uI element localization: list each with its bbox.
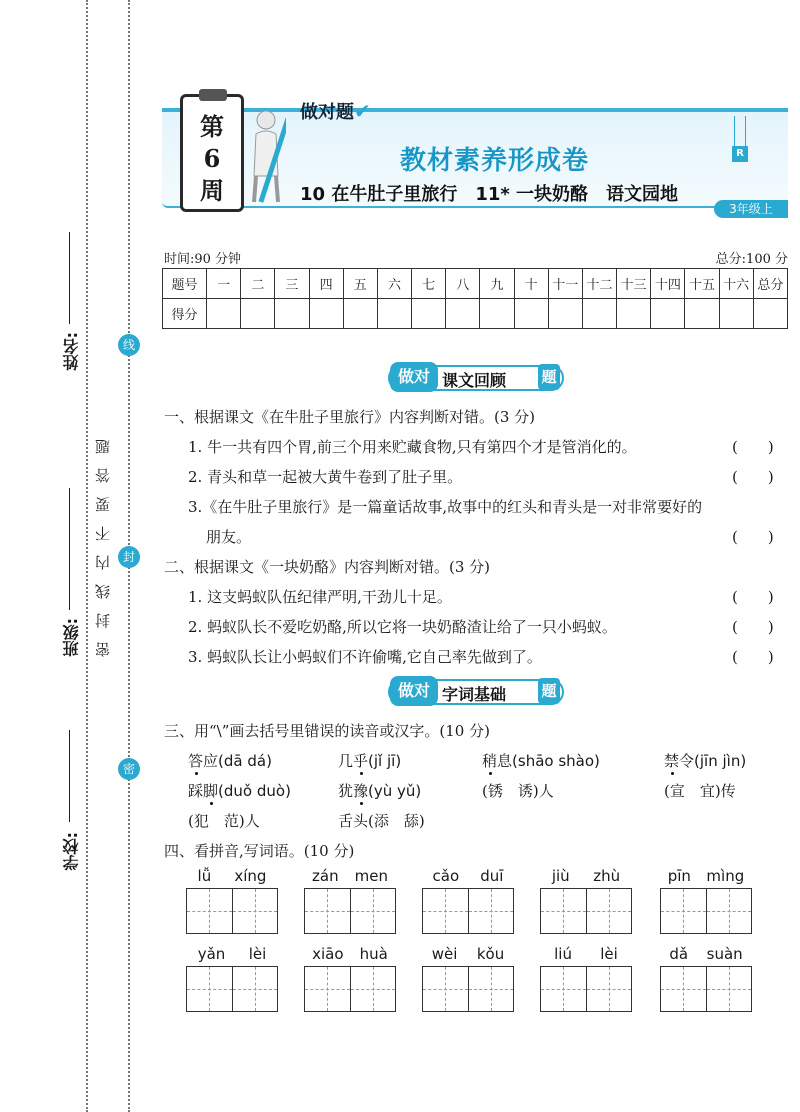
choice-item[interactable]: 答应(dā dá) bbox=[188, 752, 272, 770]
q1-item-3: 3.《在牛肚子里旅行》是一篇童话故事,故事中的红头和青头是一对非常要好的 bbox=[188, 498, 703, 516]
choice-item[interactable]: (宣 宜)传 bbox=[664, 782, 736, 800]
week-number: 6 bbox=[203, 144, 221, 173]
table-cell: 十五 bbox=[685, 269, 719, 299]
choice-item[interactable]: 犹豫(yù yǔ) bbox=[338, 782, 422, 800]
question-3-heading: 三、用“\”画去括号里错误的读音或汉字。(10 分) bbox=[164, 722, 490, 740]
question-1-heading: 一、根据课文《在牛肚子里旅行》内容判断对错。(3 分) bbox=[164, 408, 536, 426]
mascot-figure-icon bbox=[246, 106, 286, 206]
word-grid[interactable]: dǎ suàn bbox=[660, 944, 752, 1012]
score-cell[interactable] bbox=[480, 299, 514, 329]
score-cell[interactable] bbox=[309, 299, 343, 329]
score-cell[interactable] bbox=[343, 299, 377, 329]
score-cell[interactable] bbox=[582, 299, 616, 329]
table-cell: 九 bbox=[480, 269, 514, 299]
seal-warning: 密封线内不要答题 bbox=[94, 425, 112, 657]
table-cell: 十三 bbox=[617, 269, 651, 299]
answer-bracket[interactable]: ( ) bbox=[732, 528, 774, 546]
word-grid[interactable]: zán men bbox=[304, 866, 396, 934]
seal-dot-xian: 线 bbox=[118, 334, 140, 356]
week-clipboard bbox=[180, 94, 244, 212]
row-header: 得分 bbox=[163, 299, 207, 329]
edition-badge: R bbox=[732, 146, 748, 162]
table-cell: 十六 bbox=[719, 269, 753, 299]
week-char-1: 第 bbox=[200, 112, 224, 141]
exam-total: 总分:100 分 bbox=[715, 252, 788, 267]
answer-bracket[interactable]: ( ) bbox=[732, 438, 774, 456]
seal-dot-mi: 密 bbox=[118, 758, 140, 780]
choice-item[interactable]: (锈 诱)人 bbox=[482, 782, 554, 800]
section-ti-badge: 题 bbox=[538, 364, 560, 390]
score-cell[interactable] bbox=[719, 299, 753, 329]
section-banner-review bbox=[388, 362, 564, 392]
choice-item[interactable]: (犯 范)人 bbox=[188, 812, 260, 830]
check-mark-icon: ✔ bbox=[354, 99, 371, 123]
q1-item-2: 2. 青头和草一起被大黄牛卷到了肚子里。 bbox=[188, 468, 463, 486]
binding-margin bbox=[0, 0, 150, 1112]
q1-item-3-cont: 朋友。 bbox=[206, 528, 252, 546]
table-cell: 十 bbox=[514, 269, 548, 299]
section-title: 课文回顾 bbox=[442, 371, 507, 390]
cut-line-left bbox=[86, 0, 88, 1112]
choice-item[interactable]: 稍息(shāo shào) bbox=[482, 752, 600, 770]
score-cell[interactable] bbox=[651, 299, 685, 329]
header-banner bbox=[162, 94, 788, 218]
table-cell: 十二 bbox=[582, 269, 616, 299]
word-grid[interactable]: cǎo duī bbox=[422, 866, 514, 934]
table-cell: 五 bbox=[343, 269, 377, 299]
section-title: 字词基础 bbox=[442, 685, 507, 704]
page-title: 教材素养形成卷 bbox=[400, 146, 590, 176]
answer-bracket[interactable]: ( ) bbox=[732, 618, 774, 636]
table-cell: 六 bbox=[377, 269, 411, 299]
word-grid[interactable]: wèi kǒu bbox=[422, 944, 514, 1012]
table-cell: 总分 bbox=[753, 269, 787, 299]
score-cell[interactable] bbox=[685, 299, 719, 329]
lesson-subtitle: 10 在牛肚子里旅行 11* 一块奶酪 语文园地 bbox=[300, 184, 679, 205]
section-zuo-badge: 做对 bbox=[390, 676, 438, 706]
class-label: 班级: bbox=[62, 618, 81, 657]
choice-item[interactable]: 禁令(jīn jìn) bbox=[664, 752, 747, 770]
table-cell: 十一 bbox=[548, 269, 582, 299]
class-field[interactable] bbox=[56, 488, 84, 668]
word-grid[interactable]: lǚ xíng bbox=[186, 866, 278, 934]
score-cell[interactable] bbox=[412, 299, 446, 329]
table-cell: 二 bbox=[241, 269, 275, 299]
score-cell[interactable] bbox=[377, 299, 411, 329]
brand-logo: 做对题✔ bbox=[300, 99, 371, 123]
word-grid[interactable]: yǎn lèi bbox=[186, 944, 278, 1012]
answer-bracket[interactable]: ( ) bbox=[732, 588, 774, 606]
word-grid[interactable]: pīn mìng bbox=[660, 866, 752, 934]
q2-item-3: 3. 蚂蚁队长让小蚂蚁们不许偷嘴,它自己率先做到了。 bbox=[188, 648, 542, 666]
answer-bracket[interactable]: ( ) bbox=[732, 648, 774, 666]
q2-item-1: 1. 这支蚂蚁队伍纪律严明,干劲儿十足。 bbox=[188, 588, 452, 606]
score-cell[interactable] bbox=[446, 299, 480, 329]
grade-tag: 3年级上 bbox=[714, 200, 788, 218]
table-row bbox=[163, 299, 788, 329]
table-row bbox=[163, 269, 788, 299]
school-label: 学校: bbox=[62, 832, 81, 871]
answer-bracket[interactable]: ( ) bbox=[732, 468, 774, 486]
row-header: 题号 bbox=[163, 269, 207, 299]
score-cell[interactable] bbox=[207, 299, 241, 329]
score-cell[interactable] bbox=[514, 299, 548, 329]
score-cell[interactable] bbox=[275, 299, 309, 329]
clipboard-clip-icon bbox=[199, 89, 227, 101]
score-cell[interactable] bbox=[753, 299, 787, 329]
badge-string bbox=[734, 116, 746, 146]
section-zuo-badge: 做对 bbox=[390, 362, 438, 392]
table-cell: 三 bbox=[275, 269, 309, 299]
table-cell: 八 bbox=[446, 269, 480, 299]
table-cell: 七 bbox=[412, 269, 446, 299]
name-label: 姓名: bbox=[62, 332, 81, 371]
score-cell[interactable] bbox=[548, 299, 582, 329]
score-table bbox=[162, 268, 788, 329]
score-cell[interactable] bbox=[617, 299, 651, 329]
choice-item[interactable]: 几乎(jǐ jī) bbox=[338, 752, 402, 770]
word-grid[interactable]: jiù zhù bbox=[540, 866, 632, 934]
school-field[interactable] bbox=[56, 730, 84, 880]
name-field[interactable] bbox=[56, 232, 84, 380]
question-2-heading: 二、根据课文《一块奶酪》内容判断对错。(3 分) bbox=[164, 558, 491, 576]
exam-time: 时间:90 分钟 bbox=[164, 252, 242, 267]
word-grid[interactable]: xiāo huà bbox=[304, 944, 396, 1012]
table-cell: 十四 bbox=[651, 269, 685, 299]
seal-dot-feng: 封 bbox=[118, 546, 140, 568]
week-char-3: 周 bbox=[200, 176, 224, 205]
table-cell: 四 bbox=[309, 269, 343, 299]
section-ti-badge: 题 bbox=[538, 678, 560, 704]
score-cell[interactable] bbox=[241, 299, 275, 329]
choice-item[interactable]: 舌头(添 舔) bbox=[338, 812, 425, 830]
word-grid[interactable]: liú lèi bbox=[540, 944, 632, 1012]
choice-item[interactable]: 踩脚(duǒ duò) bbox=[188, 782, 291, 800]
question-4-heading: 四、看拼音,写词语。(10 分) bbox=[164, 842, 355, 860]
table-cell: 一 bbox=[207, 269, 241, 299]
q1-item-1: 1. 牛一共有四个胃,前三个用来贮藏食物,只有第四个才是管消化的。 bbox=[188, 438, 637, 456]
q2-item-2: 2. 蚂蚁队长不爱吃奶酪,所以它将一块奶酪渣让给了一只小蚂蚁。 bbox=[188, 618, 617, 636]
section-banner-basics bbox=[388, 676, 564, 706]
